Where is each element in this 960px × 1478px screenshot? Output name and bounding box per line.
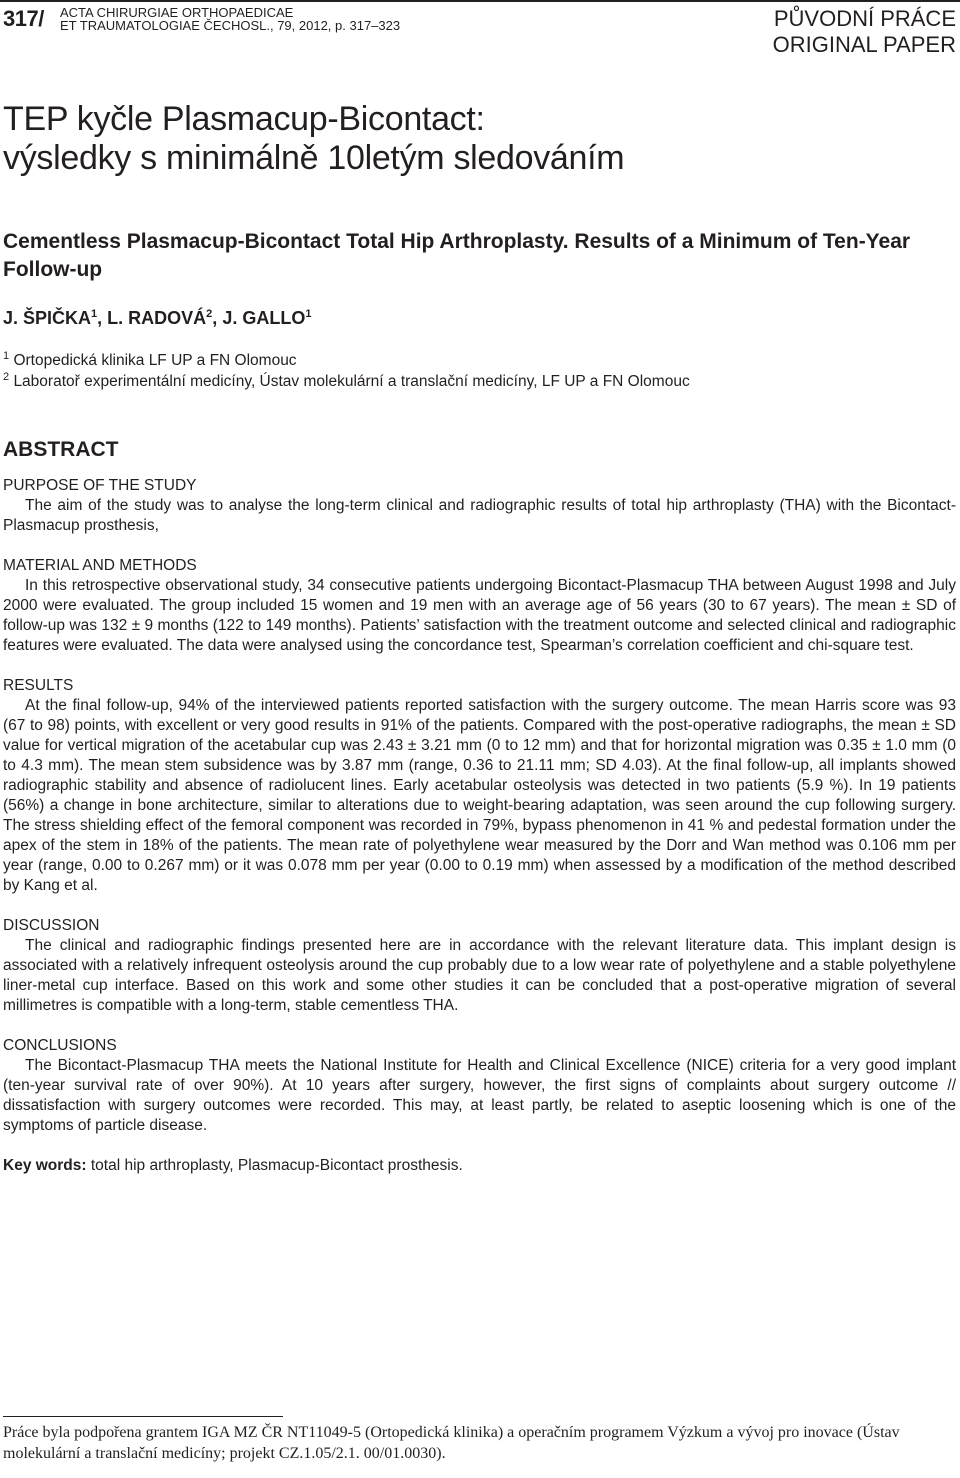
author-3-affiliation: 1 — [305, 308, 312, 320]
article-title — [3, 100, 624, 178]
journal-name — [60, 6, 400, 32]
title-line-2: výsledky s minimálně 10letým sledováním — [3, 139, 625, 177]
section-label — [773, 6, 956, 58]
methods-heading: MATERIAL AND METHODS — [3, 557, 197, 574]
author-list — [3, 308, 311, 329]
author-separator: , — [97, 308, 108, 328]
keywords-label: Key words: — [3, 1157, 87, 1174]
abstract — [3, 438, 956, 1176]
author-1: J. ŠPIČKA — [3, 308, 92, 328]
affiliation-2-text: Laboratoř experimentální medicíny, Ústav molekulární a translační medicíny, LF UP a FN Olomouc — [13, 373, 690, 390]
footnote-rule — [3, 1416, 283, 1417]
affiliation-1-text: Ortopedická klinika LF UP a FN Olomouc — [13, 352, 297, 369]
discussion-heading: DISCUSSION — [3, 917, 100, 934]
page-number: 317/ — [3, 6, 44, 31]
header-rule — [0, 0, 960, 2]
author-2: L. RADOVÁ — [107, 308, 207, 328]
author-2-affiliation: 2 — [206, 308, 213, 320]
conclusions-heading: CONCLUSIONS — [3, 1037, 117, 1054]
purpose-text: The aim of the study was to analyse the long-term clinical and radiographic results of total hip arthroplasty (THA) with the Bicontact-Plasmacup prosthesis, — [3, 497, 956, 534]
affiliation-1-number: 1 — [3, 349, 10, 362]
keywords-text: total hip arthroplasty, Plasmacup-Bicontact prosthesis. — [86, 1157, 463, 1174]
results-text: At the final follow-up, 94% of the interviewed patients reported satisfaction with the surgery outcome. The mean Harris score was 93 (67 to 98) points, with excellent or very good results in 91% of the patients. Compared with the post-operative radiographs, the mean ± SD value for vertical migration of the acetabular cup was 2.43 ± 3.21 mm (0 to 12 mm) and that for horizontal migration was 0.35 ± 1.0 mm (0 to 4.3 mm). The mean stem subsidence was by 3.87 mm (range, 0.36 to 21.11 mm; SD 4.03). At the final follow-up, all implants showed radiographic stability and absence of radiolucent lines. Early acetabular osteolysis was detected in two patients (5.9 %). In 19 patients (56%) a change in bone architecture, similar to alterations due to weight-bearing adaptation, was seen around the cup following surgery. The stress shielding effect of the femoral component was recorded in 79%, bypass phenomenon in 41 % and pedestal formation under the apex of the stem in 18% of the patients. The mean rate of polyethylene wear measured by the Dorr and Wan method was 0.106 mm per year (range, 0.00 to 0.267 mm) or it was 0.078 mm per year (0.00 to 0.19 mm) when assessed by a modification of the method described by Kang et al. — [3, 697, 956, 894]
author-3: J. GALLO — [222, 308, 306, 328]
section-line-2: ORIGINAL PAPER — [772, 32, 956, 57]
journal-line-1: ACTA CHIRURGIAE ORTHOPAEDICAE — [60, 5, 294, 20]
author-separator: , — [212, 308, 223, 328]
funding-text: Práce byla podpořena grantem IGA MZ ČR NT11049-5 (Ortopedická klinika) a operačním programem Výzkum a vývoj pro inovace (Ústav molekulární a translační medicíny; projekt CZ.1.05/2.1. 00/01.0030). — [3, 1424, 900, 1462]
funding-footnote — [3, 1422, 956, 1464]
results-heading: RESULTS — [3, 677, 74, 694]
page-header — [0, 0, 960, 56]
title-line-1: TEP kyčle Plasmacup-Bicontact: — [3, 100, 485, 138]
journal-line-2: ET TRAUMATOLOGIAE ČECHOSL., 79, 2012, p. 317–323 — [60, 18, 401, 33]
methods-text: In this retrospective observational study, 34 consecutive patients undergoing Bicontact-Plasmacup THA between August 1998 and July 2000 were evaluated. The group included 15 women and 19 men with an average age of 56 years (30 to 67 years). The mean ± SD of follow-up was 132 ± 9 months (122 to 149 months). Patients’ satisfaction with the treatment outcome and selected clinical and radiographic features were evaluated. The data were analysed using the concordance test, Spearman’s correlation coefficient and chi-square test. — [3, 577, 956, 654]
purpose-heading: PURPOSE OF THE STUDY — [3, 477, 197, 494]
section-line-1: PŮVODNÍ PRÁCE — [773, 6, 956, 31]
affiliation-2-number: 2 — [3, 370, 10, 383]
discussion-text: The clinical and radiographic findings presented here are in accordance with the relevant literature data. This implant design is associated with a relatively infrequent osteolysis around the cup probably due to a low wear rate of polyethylene and a stable polyethylene liner-metal cup interface. Based on this work and some other studies it can be concluded that a post-operative migration of several millimetres is compatible with a long-term, stable cementless THA. — [3, 937, 956, 1014]
abstract-heading: ABSTRACT — [3, 438, 119, 461]
affiliation-1 — [3, 350, 690, 371]
affiliation-2 — [3, 371, 690, 392]
affiliations — [3, 350, 690, 392]
english-title: Cementless Plasmacup-Bicontact Total Hip Arthroplasty. Results of a Minimum of Ten-Year Follow-up — [3, 230, 911, 281]
conclusions-text: The Bicontact-Plasmacup THA meets the National Institute for Health and Clinical Excellence (NICE) criteria for a very good implant (ten-year survival rate of over 90%). At 10 years after surgery, however, the first signs of complaints about surgery outcome // dissatisfaction with surgery outcomes were recorded. This may, at least partly, be related to aseptic loosening which is one of the symptoms of particle disease. — [3, 1057, 956, 1134]
keywords — [3, 1156, 956, 1176]
author-1-affiliation: 1 — [91, 308, 98, 320]
